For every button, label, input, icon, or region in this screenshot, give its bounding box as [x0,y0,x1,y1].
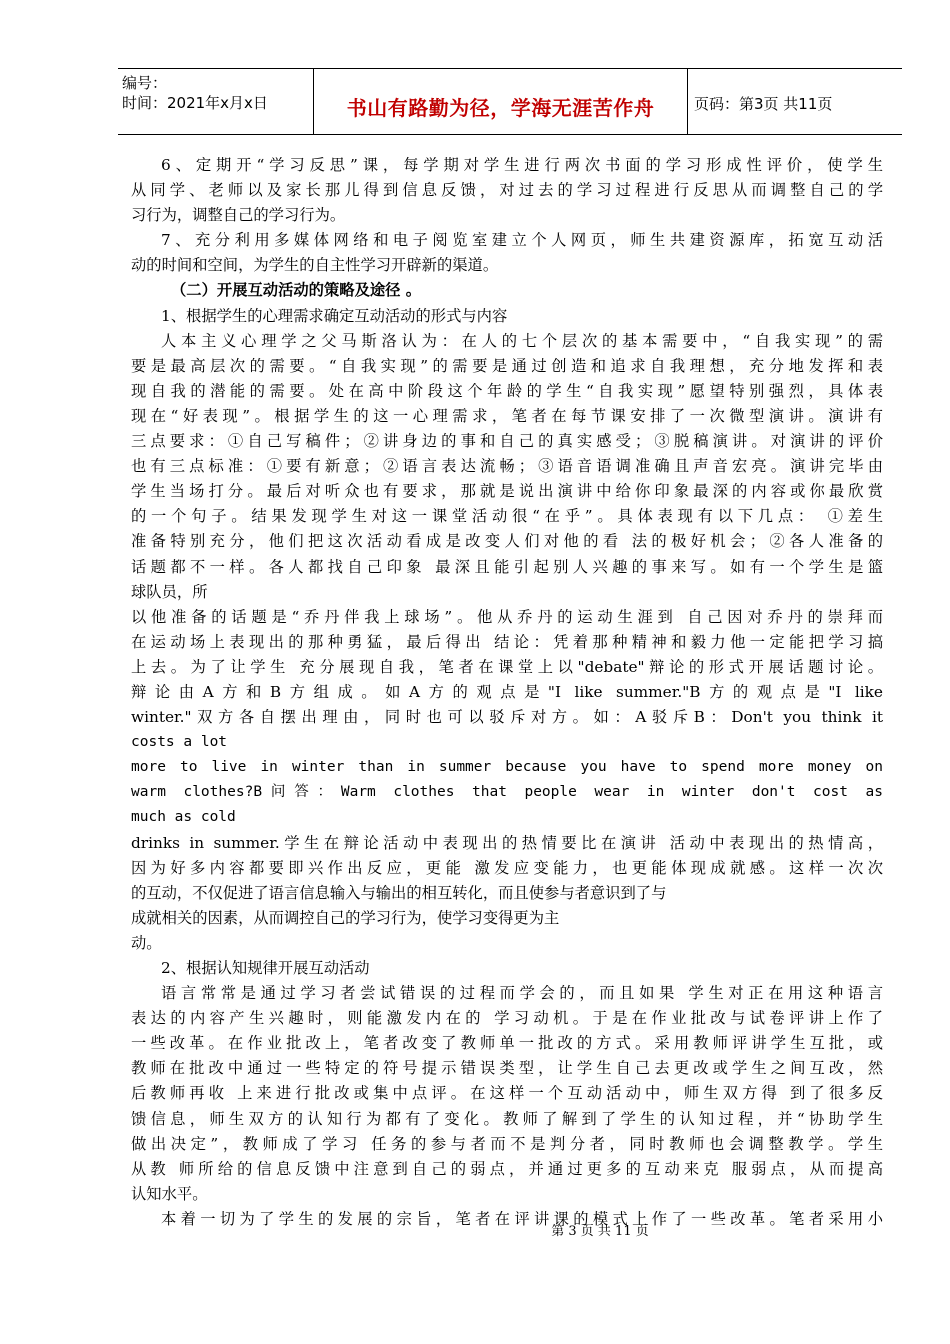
text-line: 三点要求：①自己写稿件；②讲身边的事和自己的真实感受；③脱稿演讲。对演讲的评价 [131,432,883,451]
text-line: costs a lot [131,734,228,751]
text-line: 教师在批改中通过一些特定的符号提示错误类型，让学生自己去更改或学生之间互改，然 [131,1059,883,1078]
text-line: 现在“好表现”。根据学生的这一心理需求，笔者在每节课安排了一次微型演讲。演讲有 [131,406,883,425]
text-line: 要是最高层次的需要。“自我实现”的需要是通过创造和追求自我理想，充分地发挥和表 [131,356,883,375]
text-line: 从教 师所给的信息反馈中注意到自己的弱点，并通过更多的互动来克 服弱点，从而提高 [131,1159,883,1178]
text-line: more to live in winter than in summer because you have to spend more money on [131,759,883,776]
header-meta [118,69,314,134]
text-line: drinks in summer.学生在辩论活动中表现出的热情要比在演讲 活动中表现出的热情高， [131,833,883,852]
text-line: 的一个句子。结果发现学生对这一课堂活动很“在乎”。具体表现有以下几点： ①差生 [131,507,883,526]
document-body [131,153,883,1232]
text-line: 的互动，不仅促进了语言信息输入与输出的相互转化，而且使参与者意识到了与 [131,883,667,902]
header-page-number: 页码：第3页 共11页 [694,95,833,113]
page-header [118,68,902,135]
text-line: 本着一切为了学生的发展的宗旨，笔者在评讲课的模式上作了一些改革。笔者采用小 [161,1209,883,1228]
text-line: 做出决定”，教师成了学习 任务的参与者而不是判分者，同时教师也会调整教学。学生 [131,1134,883,1153]
text-line: 也有三点标准：①要有新意；②语言表达流畅；③语音语调准确且声音宏亮。演讲完毕由 [131,457,883,476]
text-line: 准备特别充分，他们把这次活动看成是改变人们对他的看 法的极好机会；②各人准备的 [131,532,883,551]
text-line: 学生当场打分。最后对听众也有要求，那就是说出演讲中给你印象最深的内容或你最欣赏 [131,482,883,501]
subsection-heading: 2、根据认知规律开展互动活动 [161,959,370,977]
text-line: 上去。为了让学生 充分展现自我，笔者在课堂上以"debate"辩论的形式开展话题讨论。 [131,657,883,676]
text-line: 7、充分利用多媒体网络和电子阅览室建立个人网页，师生共建资源库，拓宽互动活 [161,231,883,250]
text-line: 馈信息，师生双方的认知行为都有了变化。教师了解到了学生的认知过程，并“协助学生 [131,1109,883,1128]
text-line: 动。 [131,933,162,952]
text-line: 成就相关的因素，从而调控自己的学习行为，使学习变得更为主 [131,908,560,927]
text-line: 话题都不一样。各人都找自己印象 最深且能引起别人兴趣的事来写。如有一个学生是篮 [131,557,883,576]
text-line: 球队员，所 [131,582,208,601]
text-line: 因为好多内容都要即兴作出反应，更能 激发应变能力，也更能体现成就感。这样一次次 [131,858,883,877]
header-motto: 书山有路勤为径，学海无涯苦作舟 [314,69,688,134]
text-line: 6、定期开“学习反思”课，每学期对学生进行两次书面的学习形成性评价，使学生 [161,156,883,174]
text-line: winter."双方各自摆出理由，同时也可以驳斥对方。如：A驳斥B：Don't you think it [131,708,883,727]
text-line: 现自我的潜能的需要。处在高中阶段这个年龄的学生“自我实现”愿望特别强烈，具体表 [131,381,883,400]
header-number: 编号： [122,74,168,92]
text-line: 辩论由A方和B方组成。如A方的观点是"I like summer."B方的观点是"I like [131,682,883,701]
text-line: 人本主义心理学之父马斯洛认为：在人的七个层次的基本需要中，“自我实现”的需 [161,331,883,350]
text-line: 在运动场上表现出的那种勇猛，最后得出 结论：凭着那种精神和毅力他一定能把学习搞 [131,632,883,651]
text-line: 后教师再收 上来进行批改或集中点评。在这样一个互动活动中，师生双方得 到了很多反 [131,1084,883,1103]
text-line: 动的时间和空间，为学生的自主性学习开辟新的渠道。 [131,256,499,275]
text-line: 习行为，调整自己的学习行为。 [131,206,346,225]
text-line: 表达的内容产生兴趣时，则能激发内在的 学习动机。于是在作业批改与试卷评讲上作了 [131,1009,883,1028]
header-date: 时间：2021年x月x日 [122,94,268,112]
text-line: 以他准备的话题是“乔丹伴我上球场”。他从乔丹的运动生涯到 自己因对乔丹的崇拜而 [131,607,883,626]
text-line: 认知水平。 [131,1184,208,1203]
page-footer: 第 3 页 共 11 页 [551,1224,649,1239]
text-line: 一些改革。在作业批改上，笔者改变了教师单一批改的方式。采用教师评讲学生互批，或 [131,1034,883,1053]
text-line: 从同学、老师以及家长那儿得到信息反馈，对过去的学习过程进行反思从而调整自己的学 [131,181,883,200]
text-line: 语言常常是通过学习者尝试错误的过程而学会的，而且如果 学生对正在用这种语言 [161,984,883,1003]
text-line: warm clothes?B问答：Warm clothes that people wear in winter don't cost as [131,784,883,801]
text-line: much as cold [131,809,236,826]
section-heading: （二）开展互动活动的策略及途径 。 [171,281,422,300]
subsection-heading: 1、根据学生的心理需求确定互动活动的形式与内容 [161,306,508,325]
